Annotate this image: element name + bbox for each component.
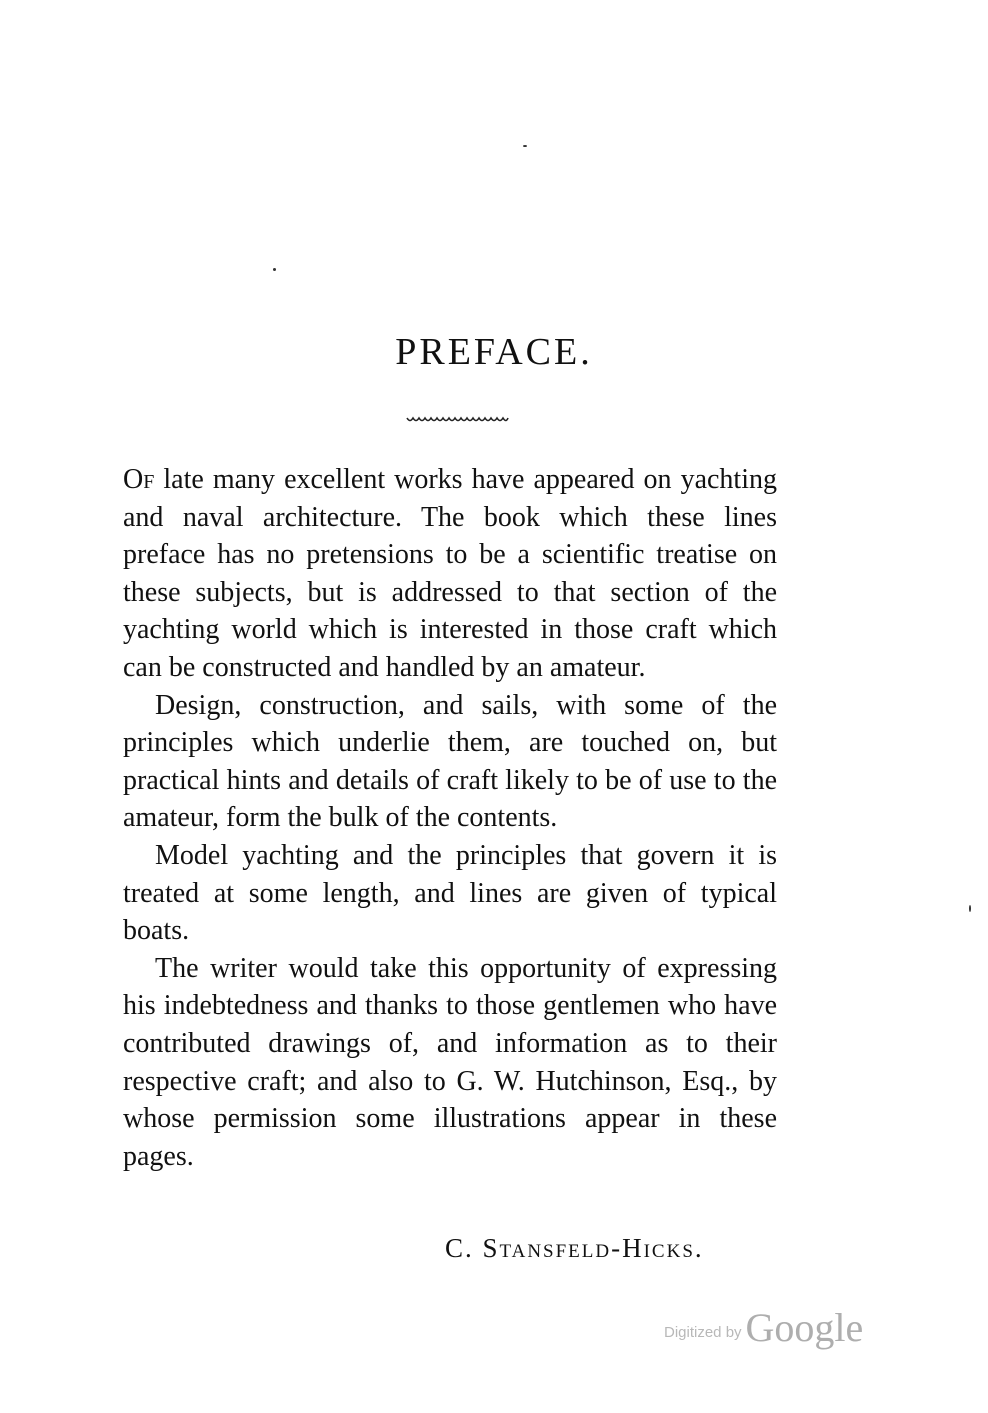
watermark-brand: Google bbox=[745, 1305, 864, 1350]
dropcap: O bbox=[123, 464, 144, 495]
watermark-prefix: Digitized by bbox=[664, 1324, 742, 1341]
scan-speck bbox=[969, 905, 971, 912]
paragraph bbox=[123, 461, 777, 687]
preface-body bbox=[123, 461, 777, 1175]
paragraph: Design, construction, and sails, with some of the principles which underlie them, are touched on, but practical hints and details of craft likely to be of use to the amateur, form the bulk of the contents. bbox=[123, 689, 777, 834]
dropcap-rest: f bbox=[143, 464, 155, 495]
scan-speck bbox=[273, 268, 276, 271]
scan-speck bbox=[523, 145, 527, 147]
page-title: PREFACE. bbox=[395, 331, 593, 373]
paragraph: Model yachting and the principles that govern it is treated at some length, and lines are given of typical boats. bbox=[123, 839, 777, 947]
author-signature: C. Stansfeld-Hicks. bbox=[445, 1233, 704, 1263]
digitized-watermark bbox=[664, 1304, 863, 1351]
paragraph-text: late many excellent works have appeared on yachting and naval architecture. The book which these lines preface has no pretensions to be a scientific treatise on these subjects, but is addressed to that section of the yachting world which is interested in those craft which can be constructed and handled by an amateur. bbox=[123, 464, 777, 683]
paragraph: The writer would take this opportunity of expressing his indebtedness and thanks to those gentlemen who have contributed drawings of, and information as to their respective craft; and also to G. W. Hutchinson, Esq., by whose permission some illustrations appear in these pages. bbox=[123, 952, 777, 1172]
decorative-rule bbox=[405, 414, 510, 426]
